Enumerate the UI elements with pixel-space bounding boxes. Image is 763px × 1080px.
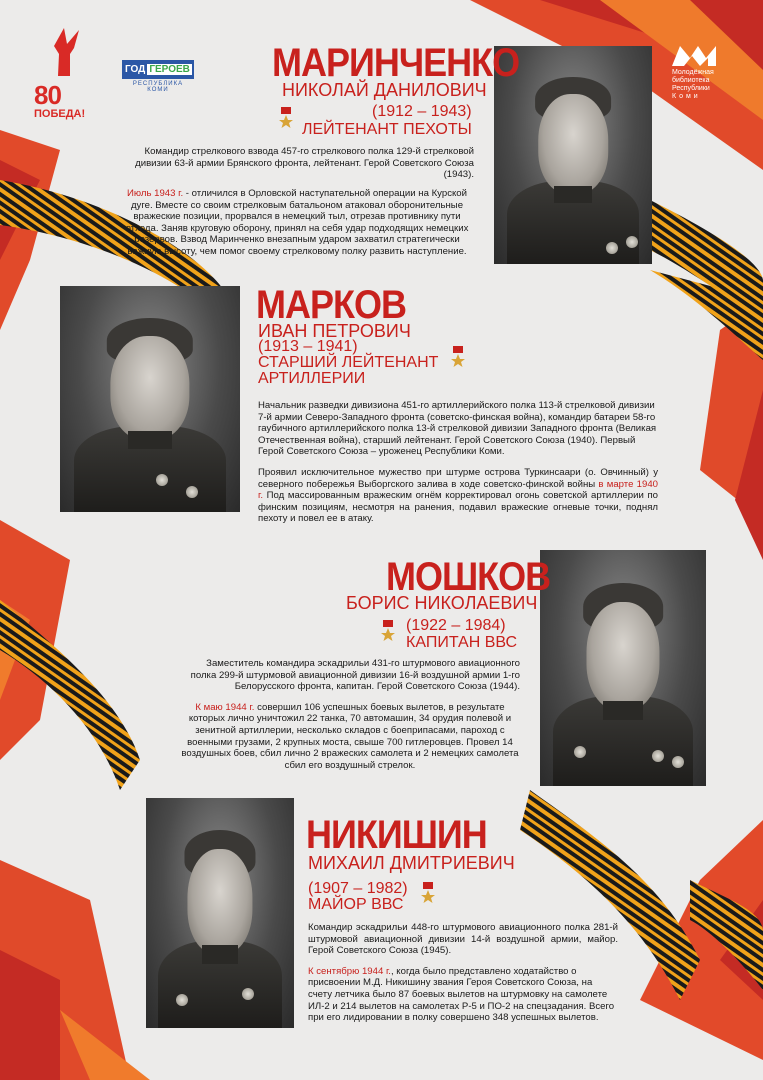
hero-bio-block <box>308 922 618 1033</box>
hero-star-icon <box>278 107 294 129</box>
motherland-statue-icon <box>34 24 94 82</box>
hero-feat-after: Под массированным вражеским огнём корректировал огонь советской артиллерии по финским позициям, несмотря на ранения, подавил вражеские огневые точки, поднял пехоту и повел ее в атаку. <box>258 490 658 525</box>
hero-surname: МАРКОВ <box>256 281 406 327</box>
hero-star-icon <box>380 620 396 642</box>
hero-bio: Заместитель командира эскадрильи 431-го штурмового авиационного полка 299-й штурмовой авиационной дивизии 16-й воздушной армии 1-го Белорусского фронта, капитан. Герой Советского Союза (1944). <box>190 658 520 693</box>
library-logo <box>672 44 748 101</box>
year-of-heroes-logo <box>122 60 194 93</box>
hero-years: (1907 – 1982) <box>308 880 408 897</box>
hero-feat-block <box>120 188 474 267</box>
victory-text: ПОБЕДА! <box>34 108 86 120</box>
hero-photo-nikishin <box>146 798 294 1028</box>
library-line1: Молодёжная <box>672 69 714 76</box>
hero-surname: МОШКОВ <box>386 553 551 599</box>
hero-feat-date: К маю 1944 г. <box>195 701 255 713</box>
hero-years: (1912 – 1943) <box>372 103 472 120</box>
hero-feat-date: Июль 1943 г. <box>126 188 184 199</box>
hero-photo-markov <box>60 286 240 512</box>
hero-years: (1922 – 1984) <box>406 617 506 634</box>
library-line3: Республики <box>672 85 710 92</box>
hero-name: ИВАН ПЕТРОВИЧ <box>258 321 411 341</box>
hero-feat: совершил 106 успешных боевых вылетов, в результате которых лично уничтожил 22 танка, 70 автомашин, 34 орудия полевой и зенитной артиллерии, несколько складов с боеприпасами, пароход с военными грузами, 2 крупных моста, свыше 700 гитлеровцев. Провел 14 воздушных боев, сбил лично 2 вражеских самолета и 2 немецких самолета сбил его воздушный стрелок. <box>181 701 519 771</box>
hero-rank: ЛЕЙТЕНАНТ ПЕХОТЫ <box>302 121 472 138</box>
hero-surname: МАРИНЧЕНКО <box>272 39 520 85</box>
hero-feat: , когда было представлено ходатайство о присвоении М.Д. Никишину звания Героя Советского Союза, на счету летчика было 87 боевых вылетов на штурмовку на самолете ИЛ-2 и 214 вылетов на самолетах Р-5 и ПО-2 на спецзадания. Всего при его лидировании в полку совершено 348 успешных вылетов. <box>308 965 615 1024</box>
hero-rank: МАЙОР ВВС <box>308 896 404 913</box>
hero-bio-block <box>258 400 658 534</box>
hero-years: (1913 – 1941) <box>258 338 358 355</box>
hero-name: МИХАИЛ ДМИТРИЕВИЧ <box>308 853 515 873</box>
hero-feat: - отличился в Орловской наступательной операции на Курской дуге. Вместе со своим стрелковым батальоном атаковал оборонительные вражеские позиции, прорвался в немецкий тыл, отрезав противнику пути отхода. Заняв круговую оборону, принял на себя удар подходящих немецких резервов. Взвод Маринченко внезапным ударом захватил стратегически важную высоту, чем помог своему стрелковому полку развить наступление. <box>125 188 469 257</box>
hero-feat-date: К сентябрю 1944 г. <box>308 965 391 977</box>
hero-name: БОРИС НИКОЛАЕВИЧ <box>346 593 538 613</box>
library-line4: Коми <box>672 93 701 100</box>
hero-rank-line2: АРТИЛЛЕРИИ <box>258 370 366 387</box>
year-of-heroes-word2: ГЕРОЕВ <box>149 64 190 75</box>
republic-label: РЕСПУБЛИКА КОМИ <box>132 81 184 93</box>
library-line2: библиотека <box>672 77 710 84</box>
hero-rank-line1: СТАРШИЙ ЛЕЙТЕНАНТ <box>258 354 439 371</box>
year-of-heroes-word1: ГОД <box>125 64 146 75</box>
hero-bio-block <box>180 658 520 780</box>
hero-surname: НИКИШИН <box>306 811 487 857</box>
hero-photo-moshkov <box>540 550 706 786</box>
hero-bio: Начальник разведки дивизиона 451-го артиллерийского полка 113-й стрелковой дивизии 7-й армии Северо-Западного фронта (советско-финская война), командир батареи 58-го гаубичного артиллерийского полка 13-й стрелковой дивизии Западного фронта (Великая Отечественная война), старший лейтенант. Герой Советского Союза (1940). Первый Герой Советского Союза – уроженец Республики Коми. <box>258 400 657 458</box>
hero-bio: Командир стрелкового взвода 457-го стрелкового полка 129-й стрелковой дивизии 63-й армии Брянского фронта, лейтенант. Герой Советского Союза (1943). <box>135 146 474 181</box>
hero-star-icon <box>450 346 466 368</box>
hero-bio: Командир эскадрильи 448-го штурмового авиационного полка 281-й штурмовой авиационной дивизии 14-й воздушной армии, майор. Герой Советского Союза (1945). <box>308 922 618 957</box>
victory-number: 80 <box>34 80 61 110</box>
hero-feat-date: в марте 1940 г. <box>258 478 658 502</box>
library-mark-icon <box>672 44 748 69</box>
hero-rank: КАПИТАН ВВС <box>406 634 518 651</box>
hero-bio-block <box>120 146 474 190</box>
hero-star-icon <box>420 882 436 904</box>
hero-feat-before: Проявил исключительное мужество при штурме острова Туркинсаари (о. Овчинный) у северного побережья Выборгского залива в ходе советско-финской войны <box>258 466 658 490</box>
victory-80-logo <box>34 24 94 124</box>
hero-name: НИКОЛАЙ ДАНИЛОВИЧ <box>282 80 487 100</box>
